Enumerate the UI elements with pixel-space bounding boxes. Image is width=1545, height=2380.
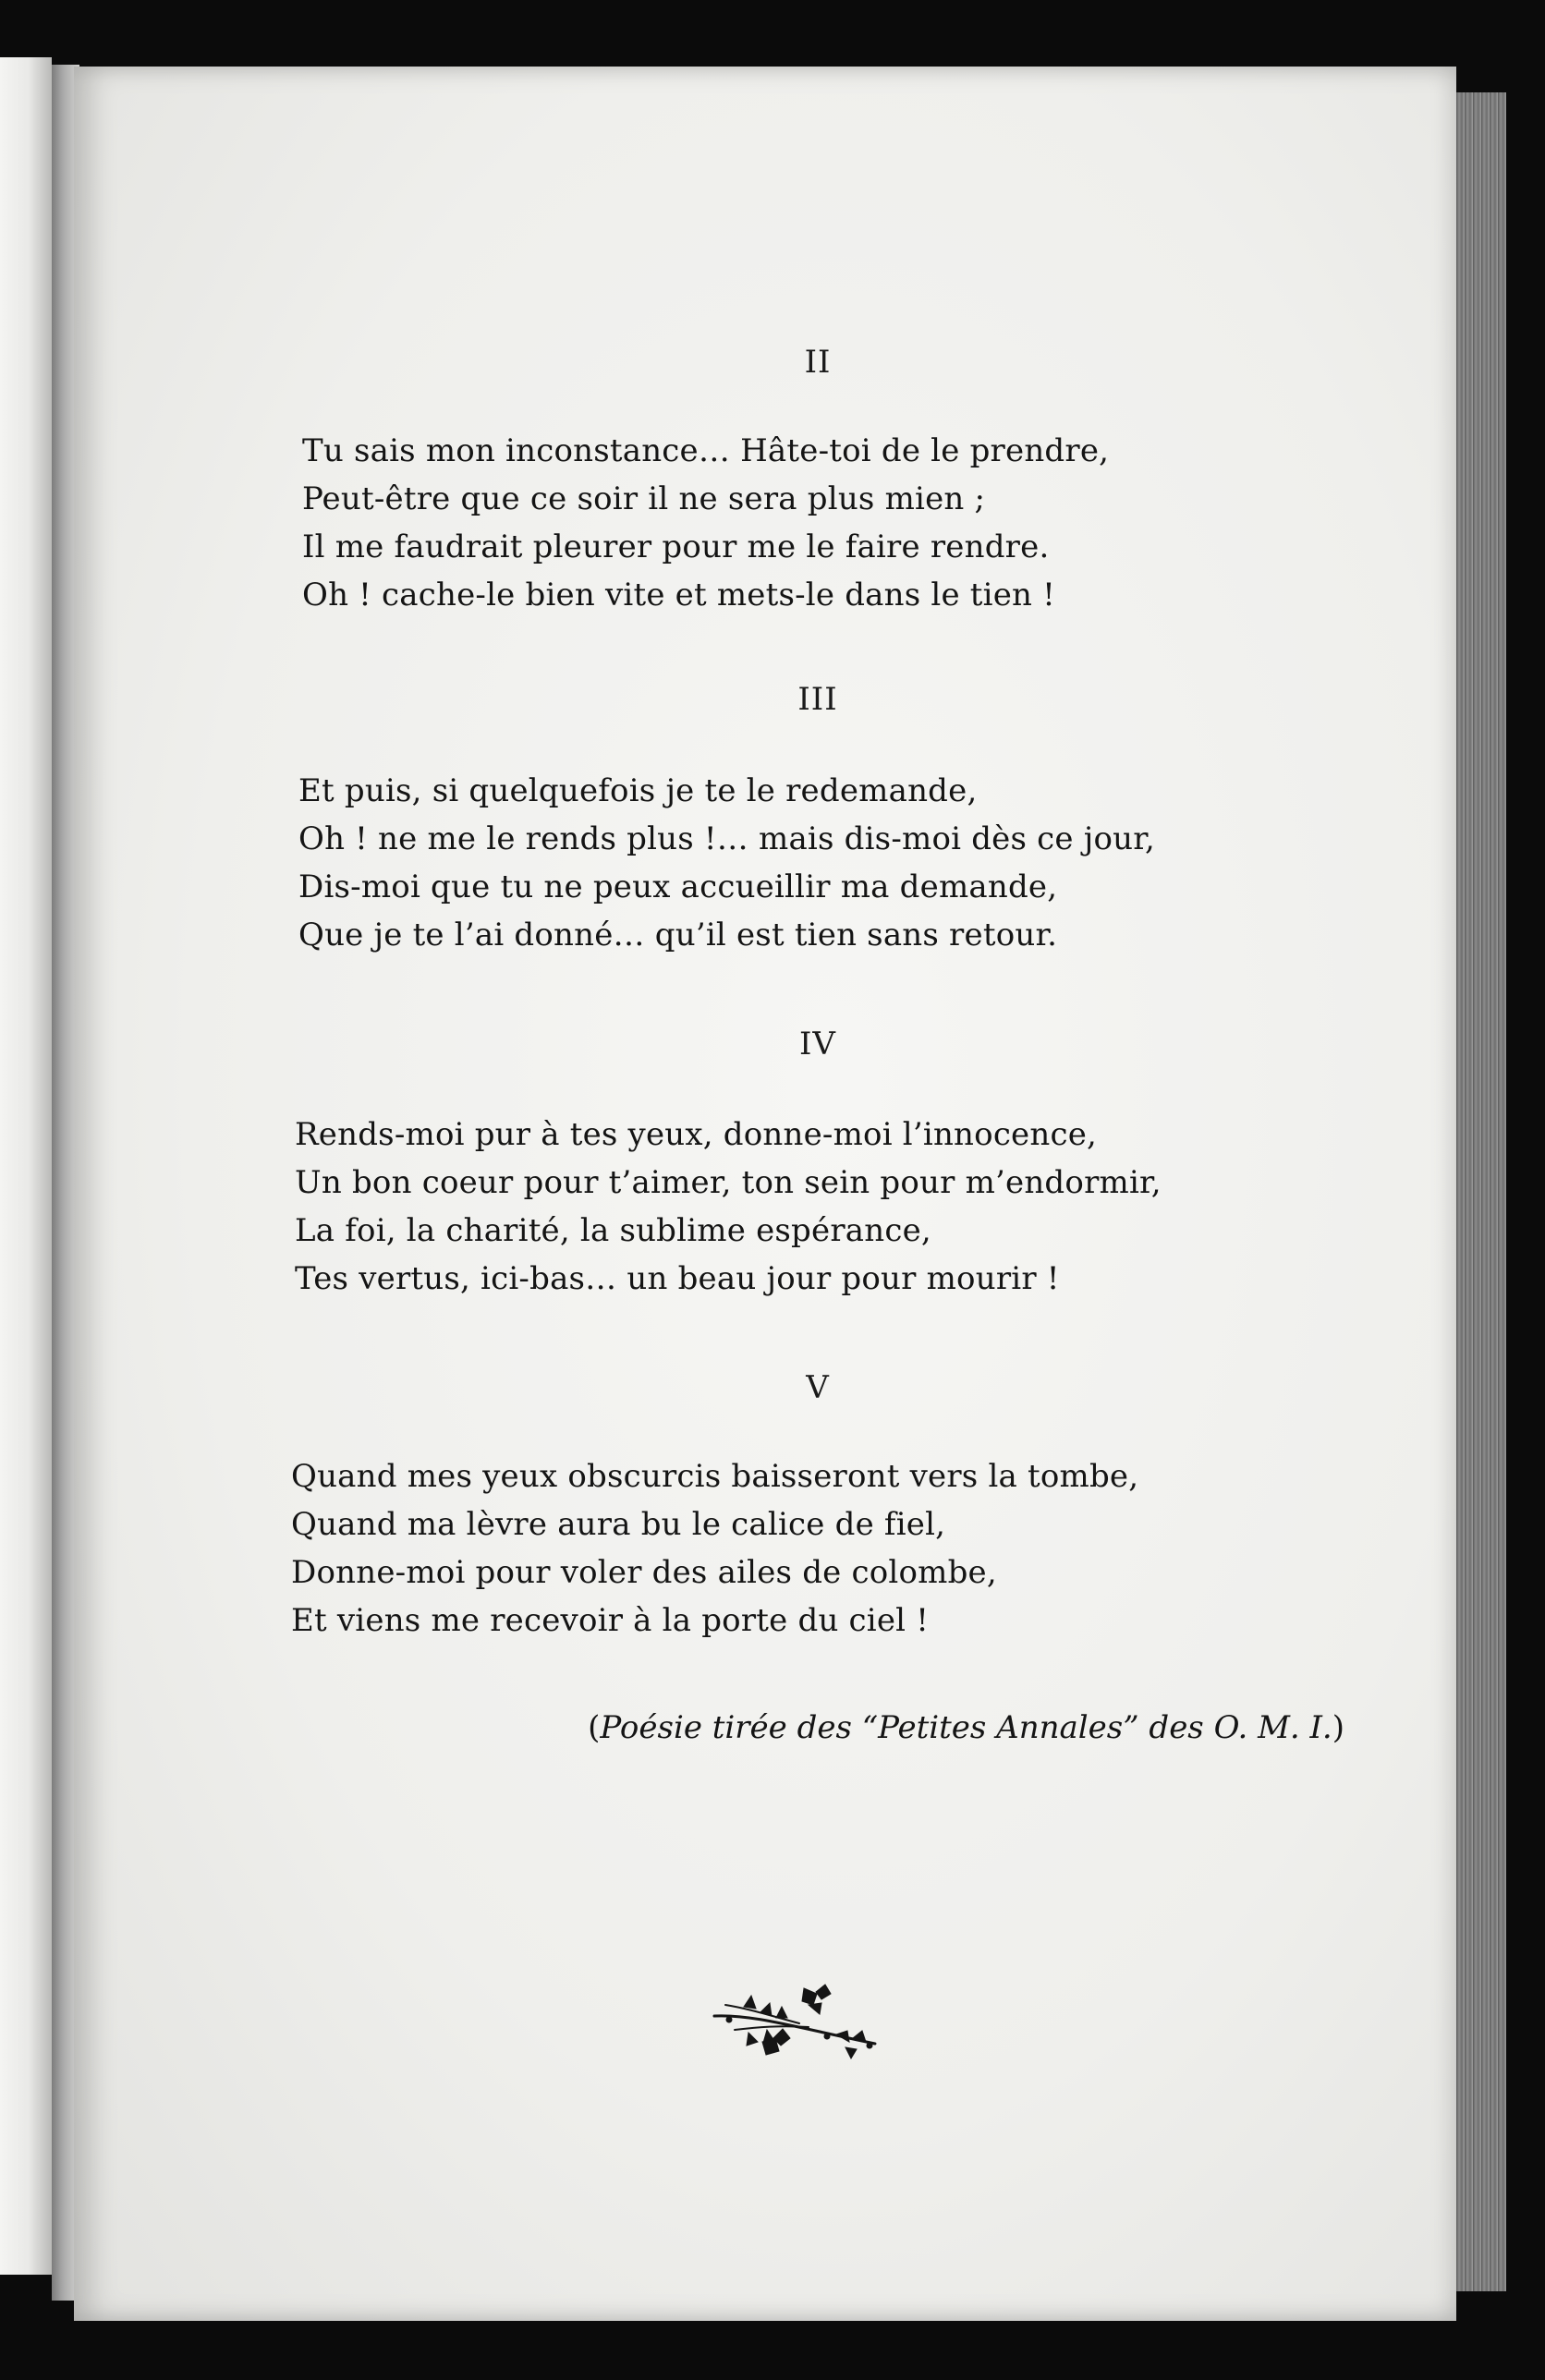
source-credit xyxy=(588,1709,1344,1746)
credit-close-paren: ) xyxy=(1332,1709,1344,1746)
facing-page-edge xyxy=(0,57,52,2275)
floral-sprig-icon xyxy=(707,1979,882,2062)
stanza-heading-ii: II xyxy=(804,344,832,381)
verse-line: Un bon coeur pour t’aimer, ton sein pour m’endormir, xyxy=(295,1164,1162,1201)
verse-line: La foi, la charité, la sublime espérance, xyxy=(295,1212,931,1249)
verse-line: Et viens me recevoir à la porte du ciel ! xyxy=(291,1602,930,1639)
verse-line: Que je te l’ai donné… qu’il est tien sans retour. xyxy=(298,917,1058,953)
stanza-v xyxy=(291,1452,1138,1645)
verse-line: Rends-moi pur à tes yeux, donne-moi l’innocence, xyxy=(295,1116,1098,1153)
verse-line: Tu sais mon inconstance… Hâte-toi de le prendre, xyxy=(302,432,1110,469)
verse-line: Dis-moi que tu ne peux accueillir ma demande, xyxy=(298,868,1058,905)
verse-line: Oh ! cache-le bien vite et mets-le dans le tien ! xyxy=(302,577,1056,613)
stanza-ii xyxy=(302,427,1109,619)
stanza-iv xyxy=(295,1111,1162,1303)
stanza-heading-iii: III xyxy=(797,681,838,718)
credit-text: Poésie tirée des “Petites Annales” des O. M. I. xyxy=(600,1709,1332,1746)
stanza-iii xyxy=(298,767,1155,959)
verse-line: Peut-être que ce soir il ne sera plus mien ; xyxy=(302,480,986,517)
verse-line: Oh ! ne me le rends plus !… mais dis-moi dès ce jour, xyxy=(298,820,1155,857)
stanza-heading-v: V xyxy=(806,1369,830,1406)
credit-open-paren: ( xyxy=(588,1709,601,1746)
verse-line: Quand ma lèvre aura bu le calice de fiel, xyxy=(291,1506,946,1543)
verse-line: Il me faudrait pleurer pour me le faire rendre. xyxy=(302,528,1050,565)
verse-line: Quand mes yeux obscurcis baisseront vers la tombe, xyxy=(291,1458,1139,1495)
stanza-heading-iv: IV xyxy=(799,1026,836,1062)
verse-line: Donne-moi pour voler des ailes de colombe, xyxy=(291,1554,997,1591)
verse-line: Et puis, si quelquefois je te le redemande, xyxy=(298,772,978,809)
book-page xyxy=(74,67,1456,2321)
verse-line: Tes vertus, ici-bas… un beau jour pour mourir ! xyxy=(295,1260,1060,1297)
